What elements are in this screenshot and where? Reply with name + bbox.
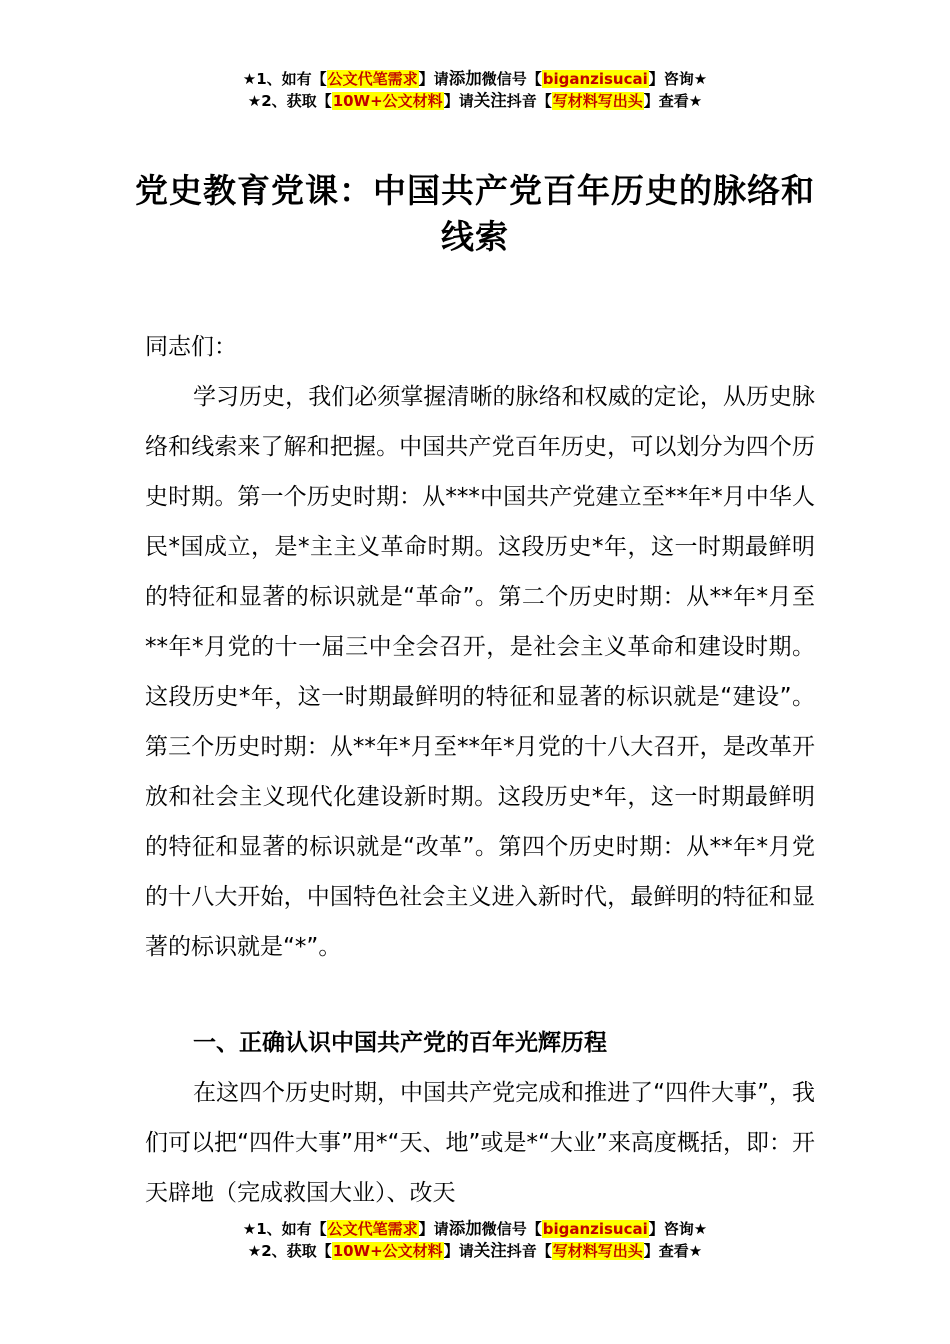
wechat-id: biganzisucai <box>542 1220 648 1238</box>
promo-line-2: ★2、获取【10W+公文材料】请关注抖音【写材料写出头】查看★ <box>247 1241 703 1260</box>
promo-highlight: 10W+公文材料 <box>332 92 443 110</box>
promo-line-1: ★1、如有【公文代笔需求】请添加微信号【biganzisucai】咨询★ <box>242 69 708 88</box>
douyin-account: 写材料写出头 <box>552 1242 643 1260</box>
paragraph-section-1: 在这四个历史时期，中国共产党完成和推进了“四件大事”，我们可以把“四件大事”用*“天、地”或是*“大业”来高度概括，即：开天辟地（完成救国大业）、改天 <box>145 1080 815 1206</box>
promo-highlight: 10W+公文材料 <box>332 1242 443 1260</box>
document-title: 党史教育党课：中国共产党百年历史的脉络和线索 <box>135 171 815 256</box>
promo-banner-top <box>0 68 950 112</box>
promo-banner-bottom <box>0 1218 950 1262</box>
paragraph-intro: 学习历史，我们必须掌握清晰的脉络和权威的定论，从历史脉络和线索来了解和把握。中国共产党百年历史，可以划分为四个历史时期。第一个历史时期：从***中国共产党建立至**年*月中华人民*国成立，是*主主义革命时期。这段历史*年，这一时期最鲜明的特征和显著的标识就是“革命”。第二个历史时期：从**年*月至**年*月党的十一届三中全会召开，是社会主义革命和建设时期。这段历史*年，这一时期最鲜明的特征和显著的标识就是“建设”。第三个历史时期：从**年*月至**年*月党的十八大召开，是改革开放和社会主义现代化建设新时期。这段历史*年，这一时期最鲜明的特征和显著的标识就是“改革”。第四个历史时期：从**年*月党的十八大开始，中国特色社会主义进入新时代，最鲜明的特征和显著的标识就是“*”。 <box>145 384 815 960</box>
section-heading-1: 一、正确认识中国共产党的百年光辉历程 <box>193 1030 607 1056</box>
douyin-account: 写材料写出头 <box>552 92 643 110</box>
wechat-id: biganzisucai <box>542 70 648 88</box>
promo-line-1: ★1、如有【公文代笔需求】请添加微信号【biganzisucai】咨询★ <box>242 1219 708 1238</box>
promo-highlight: 公文代笔需求 <box>327 70 418 88</box>
greeting: 同志们： <box>145 334 237 360</box>
promo-line-2: ★2、获取【10W+公文材料】请关注抖音【写材料写出头】查看★ <box>247 91 703 110</box>
promo-highlight: 公文代笔需求 <box>327 1220 418 1238</box>
